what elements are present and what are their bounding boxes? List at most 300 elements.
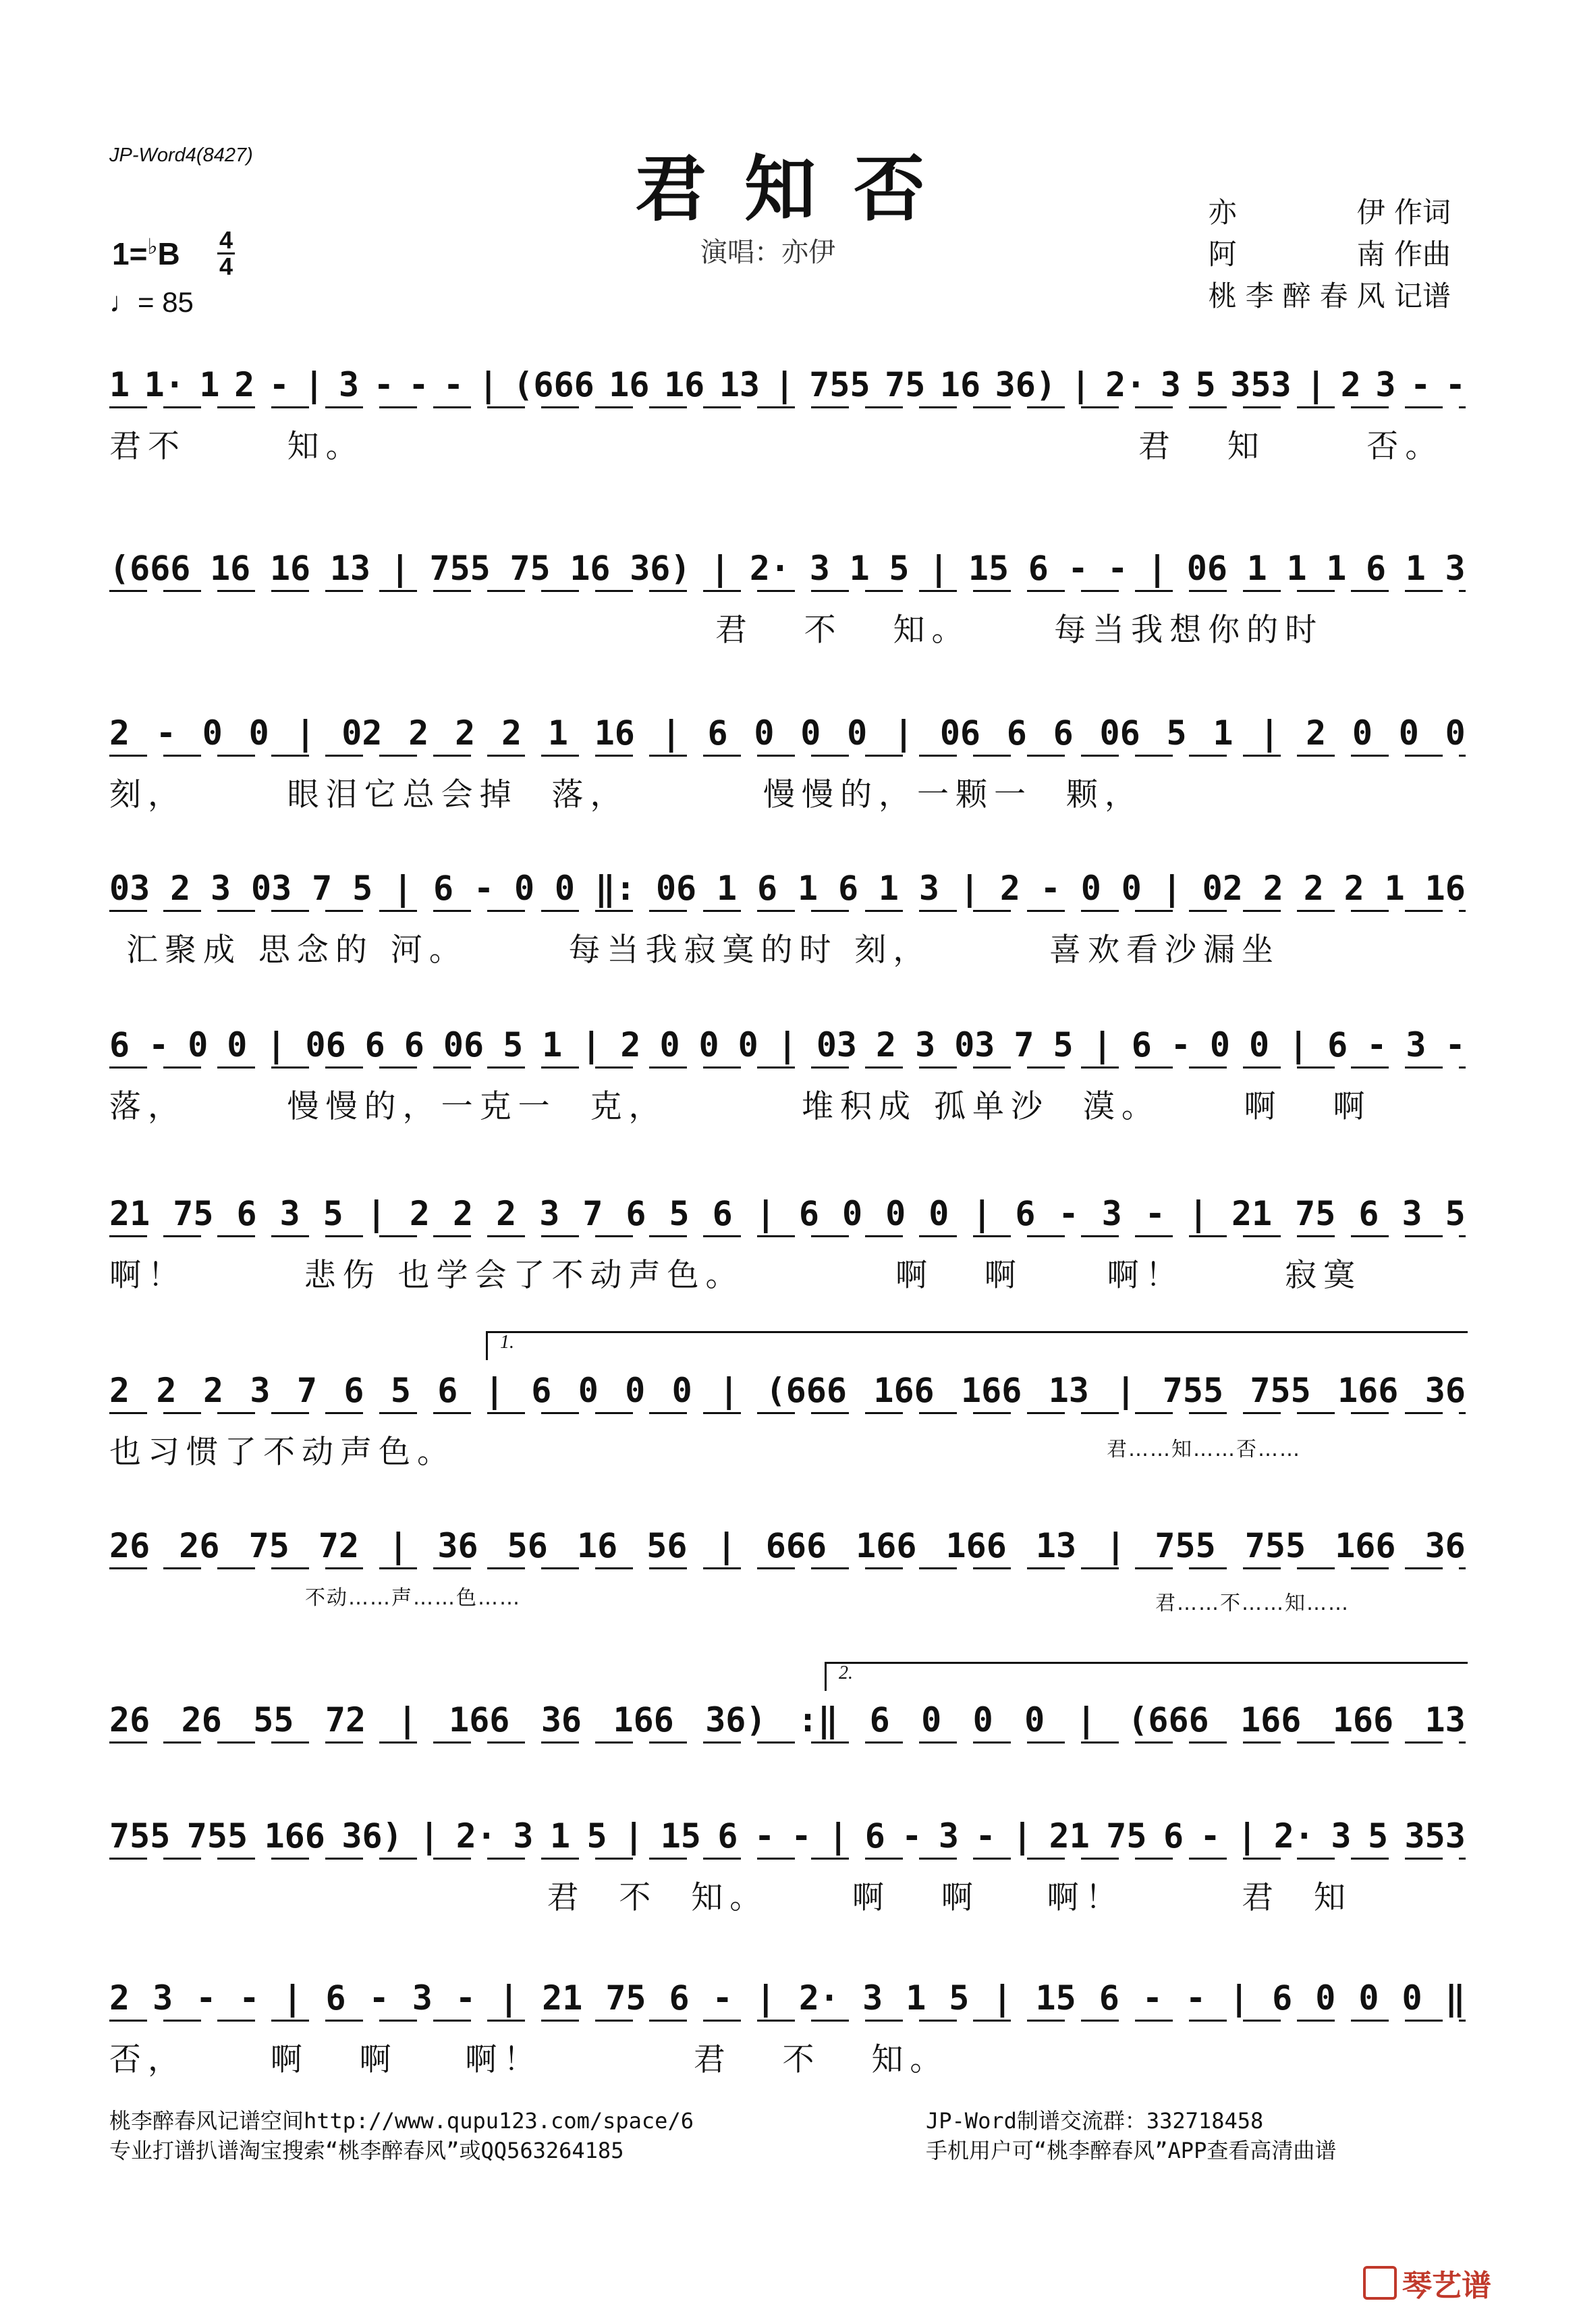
note-token: - [712, 1978, 733, 2018]
flat-symbol: ♭ [147, 234, 158, 259]
score-line [109, 1193, 1466, 1294]
lyric-row: 汇聚成 思念的 河。 每当我寂寞的时 刻， 喜欢看沙漏坐 [109, 931, 1280, 969]
notation-row [109, 548, 1466, 589]
note-token: 72 [325, 1700, 366, 1739]
note-token: 166 [1240, 1700, 1302, 1739]
note-token: 0 [659, 1025, 680, 1064]
note-token: - [791, 1816, 812, 1856]
note-token: 1· [144, 365, 185, 404]
note-token: | [389, 549, 410, 588]
note-token: 16 [576, 1526, 618, 1565]
note-token: 26 [109, 1700, 150, 1739]
note-token: 5 [503, 1025, 524, 1064]
note-token: | [1147, 549, 1168, 588]
score-line [109, 1816, 1466, 1916]
note-token: | [716, 1526, 737, 1565]
volta-bracket [486, 1331, 1468, 1360]
note-token: 7 [1014, 1025, 1034, 1064]
note-token: 15 [1035, 1978, 1076, 2018]
note-token: 2 [109, 713, 130, 753]
note-token: 75 [1106, 1816, 1147, 1856]
note-token: 6 [717, 1816, 738, 1856]
note-token: 5 [1166, 713, 1187, 753]
note-token: 0 [188, 1025, 209, 1064]
beam-underline [109, 910, 1466, 912]
note-token: - [368, 1978, 389, 2018]
note-token: 1 [878, 869, 899, 908]
software-version: JP-Word4(8427) [109, 144, 253, 166]
note-token: | [1288, 1025, 1309, 1064]
note-token: 2 [999, 869, 1020, 908]
note-token: - [1107, 549, 1128, 588]
interlude-lyric: 君……不……知…… [1155, 1592, 1350, 1615]
transcriber-name: 桃李醉春风 [1208, 279, 1385, 313]
note-token: 06 [1099, 713, 1140, 753]
note-token: :‖ [797, 1700, 839, 1739]
note-token: 1 [542, 1025, 563, 1064]
note-token: 3 [915, 1025, 936, 1064]
note-token: 5 [352, 869, 373, 908]
note-token: 0 [578, 1371, 599, 1410]
note-token: 6 [869, 1700, 890, 1739]
note-token: 5 [390, 1371, 411, 1410]
note-token: 5 [1445, 1194, 1466, 1233]
beam-underline [109, 1235, 1466, 1237]
key-signature [112, 234, 180, 272]
note-token: 166 [856, 1526, 917, 1565]
note-token: 5 [669, 1194, 690, 1233]
note-token: 166 [613, 1700, 674, 1739]
notation-row [109, 713, 1466, 753]
note-token: 21 [1049, 1816, 1090, 1856]
note-token: 21 [542, 1978, 583, 2018]
note-token: - [148, 1025, 169, 1064]
note-token: 1 [717, 869, 738, 908]
note-token: - [408, 365, 429, 404]
note-token: 0 [885, 1194, 906, 1233]
note-token: 5 [1195, 365, 1216, 404]
note-token: 16 [1424, 869, 1466, 908]
score-line [109, 1025, 1466, 1125]
note-token: 36 [1424, 1526, 1466, 1565]
composer-name: 阿南 [1208, 238, 1385, 271]
note-token: - [902, 1816, 922, 1856]
footer-app-note: 手机用户可“桃李醉春风”APP查看高清曲谱 [926, 2138, 1337, 2163]
note-token: 2 [1306, 713, 1327, 753]
lyric-row: 否， 啊 啊 啊！ 君 不 知。 [109, 2041, 949, 2078]
note-token: 36) [705, 1700, 767, 1739]
note-token: 3 [153, 1978, 173, 2018]
note-token: 0 [514, 869, 535, 908]
note-token: 2 [234, 365, 255, 404]
note-token: 2· [455, 1816, 497, 1856]
note-token: 13 [1048, 1371, 1089, 1410]
note-token: 15 [968, 549, 1009, 588]
note-token: 666 [765, 1526, 827, 1565]
note-token: 16 [594, 713, 635, 753]
note-token: 0 [972, 1700, 993, 1739]
note-token: 5 [889, 549, 910, 588]
note-token: 6 [364, 1025, 385, 1064]
note-token: 3 [539, 1194, 560, 1233]
score-line [109, 364, 1466, 465]
note-token: 166 [264, 1816, 325, 1856]
note-token: - [1366, 1025, 1387, 1064]
note-token: 06 [655, 869, 697, 908]
notation-row [109, 1193, 1466, 1234]
beam-underline [109, 1741, 1466, 1744]
volta-number: 1. [500, 1332, 514, 1353]
note-token: 06 [1186, 549, 1228, 588]
note-token: 0 [1209, 1025, 1230, 1064]
note-token: 6 [1053, 713, 1074, 753]
note-token: | [893, 713, 914, 753]
footer-taobao-note: 专业打谱扒谱淘宝搜索“桃李醉春风”或QQ563264185 [109, 2138, 624, 2163]
footer-group-note: JP-Word制谱交流群：332718458 [926, 2108, 1264, 2134]
logo-icon [1363, 2266, 1397, 2300]
note-token: 02 [341, 713, 383, 753]
note-token: 36 [437, 1526, 478, 1565]
note-token: 2 [408, 713, 429, 753]
note-token: 36 [1424, 1371, 1466, 1410]
note-token: 3 [1375, 365, 1396, 404]
key-prefix: 1= [112, 236, 148, 271]
notation-row [109, 1025, 1466, 1065]
note-token: | [755, 1194, 776, 1233]
note-token: 6 [707, 713, 728, 753]
note-token: 0 [554, 869, 576, 908]
note-token: - [1170, 1025, 1191, 1064]
notation-row [109, 364, 1466, 405]
note-token: | [959, 869, 980, 908]
note-token: 3 [339, 365, 360, 404]
note-token: 166 [873, 1371, 935, 1410]
note-token: 3 [1331, 1816, 1352, 1856]
note-token: 16 [570, 549, 611, 588]
watermark-logo [1363, 2261, 1491, 2304]
note-token: 7 [296, 1371, 317, 1410]
note-token: 3 [809, 549, 830, 588]
note-token: 36) [995, 365, 1056, 404]
note-token: 0 [754, 713, 775, 753]
beam-underline [109, 1567, 1466, 1569]
note-token: 0 [929, 1194, 949, 1233]
note-token: 3 [211, 869, 231, 908]
beam-underline [109, 2020, 1466, 2022]
note-token: 3 [1445, 549, 1466, 588]
note-token: | [1076, 1700, 1097, 1739]
note-token: - [196, 1978, 217, 2018]
note-token: 6 [1365, 549, 1387, 588]
note-token: | [282, 1978, 303, 2018]
note-token: 6 [236, 1194, 257, 1233]
beam-underline [109, 1066, 1466, 1069]
note-token: 6 [1163, 1816, 1184, 1856]
note-token: 36) [630, 549, 691, 588]
note-token: | [710, 549, 731, 588]
note-token: 7 [312, 869, 333, 908]
key-note: B [157, 236, 180, 271]
note-token: (666 [513, 365, 594, 404]
note-token: 1 [549, 1816, 571, 1856]
note-token: 1 [547, 713, 568, 753]
singer-credit: 演唱：亦伊 [700, 237, 835, 268]
volta-number: 2. [839, 1663, 853, 1683]
note-token: 5 [949, 1978, 970, 2018]
note-token: 2· [1273, 1816, 1314, 1856]
note-token: 2· [1105, 365, 1146, 404]
note-token: 26 [179, 1526, 220, 1565]
note-token: 6 [343, 1371, 364, 1410]
note-token: 166 [961, 1371, 1022, 1410]
note-token: | [478, 365, 499, 404]
note-token: | [661, 713, 682, 753]
lyricist-name: 亦伊 [1208, 196, 1385, 229]
note-token: - [155, 713, 176, 753]
note-token: 2 [455, 713, 476, 753]
note-token: 75 [248, 1526, 289, 1565]
note-token: 75 [509, 549, 551, 588]
note-token: 755 [1155, 1526, 1216, 1565]
note-token: 0 [1315, 1978, 1336, 2018]
note-token: - [1068, 549, 1088, 588]
note-token: 3 [412, 1978, 433, 2018]
song-title: 君知否 [635, 146, 963, 231]
note-token: | [972, 1194, 993, 1233]
note-token: 755 [186, 1816, 248, 1856]
note-token: 2 [156, 1371, 177, 1410]
note-token: 166 [945, 1526, 1007, 1565]
note-token: | [366, 1194, 387, 1233]
note-token: 755 [1244, 1526, 1306, 1565]
lyric-row: 也习惯了不动声色。 [109, 1434, 455, 1471]
note-token: 2 [1340, 365, 1361, 404]
lyric-row: 刻， 眼泪它总会掉 落， 慢慢的，一颗一 颗， [109, 776, 1143, 813]
note-token: | [992, 1978, 1013, 2018]
note-token: 0 [671, 1371, 692, 1410]
note-token: 2 [452, 1194, 474, 1233]
note-token: 5 [1053, 1025, 1074, 1064]
note-token: 3 [1101, 1194, 1122, 1233]
note-token: 2 [501, 713, 522, 753]
note-token: | [419, 1816, 440, 1856]
logo-text: 琴艺谱 [1402, 2269, 1491, 2303]
note-token: (666 [1128, 1700, 1209, 1739]
note-token: 5 [586, 1816, 607, 1856]
beam-underline [109, 406, 1466, 408]
note-token: 16 [939, 365, 981, 404]
time-signature [217, 226, 235, 280]
note-token: | [719, 1371, 740, 1410]
note-token: 1 [1405, 549, 1426, 588]
note-token: 13 [1035, 1526, 1077, 1565]
note-token: 16 [210, 549, 251, 588]
note-token: - [754, 1816, 775, 1856]
composer-credit [1209, 232, 1451, 273]
note-token: 353 [1230, 365, 1292, 404]
note-token: | [774, 365, 795, 404]
score-line [109, 868, 1466, 969]
note-token: 2 [620, 1025, 641, 1064]
note-token: | [1237, 1816, 1258, 1856]
note-token: 0 [847, 713, 868, 753]
note-token: 0 [1024, 1700, 1045, 1739]
note-token: 3 [918, 869, 939, 908]
note-token: | [1259, 713, 1280, 753]
note-token: | [828, 1816, 849, 1856]
note-token: 2 [876, 1025, 897, 1064]
note-token: 755 [429, 549, 491, 588]
note-token: 6 [404, 1025, 424, 1064]
note-token: 06 [305, 1025, 346, 1064]
lyricist-credit [1209, 190, 1451, 231]
note-token: 755 [809, 365, 870, 404]
note-token: 3 [1160, 365, 1182, 404]
note-token: 1 [797, 869, 819, 908]
note-token: | [393, 869, 414, 908]
note-token: 3 [279, 1194, 300, 1233]
note-token: | [397, 1700, 418, 1739]
note-token: 0 [800, 713, 821, 753]
note-token: | [1161, 869, 1182, 908]
note-token: 75 [173, 1194, 214, 1233]
note-token: 06 [939, 713, 981, 753]
note-token: 166 [1337, 1371, 1399, 1410]
note-token: 03 [954, 1025, 995, 1064]
note-token: 56 [646, 1526, 688, 1565]
note-token: | [777, 1025, 798, 1064]
lyric-row: 落， 慢慢的，一克一 克， 堆积成 孤单沙 漠。 啊 啊 [109, 1088, 1372, 1125]
note-token: 0 [1121, 869, 1142, 908]
note-token: 0 [698, 1025, 719, 1064]
note-token: - [1185, 1978, 1207, 2018]
note-token: 166 [1335, 1526, 1396, 1565]
note-token: 755 [1250, 1371, 1311, 1410]
note-token: - [1144, 1194, 1165, 1233]
note-token: 16 [609, 365, 650, 404]
note-token: 166 [1332, 1700, 1394, 1739]
composer-role: 作曲 [1393, 238, 1451, 271]
note-token: 0 [1398, 713, 1419, 753]
note-token: | [929, 549, 949, 588]
note-token: 3 [862, 1978, 883, 2018]
note-token: 75 [885, 365, 926, 404]
footer-space-link[interactable]: 桃李醉春风记谱空间http://www.qupu123.com/space/6 [109, 2108, 694, 2134]
note-token: 6 [1272, 1978, 1293, 2018]
note-token: 03 [816, 1025, 858, 1064]
note-token: | [755, 1978, 776, 2018]
note-token: 0 [1248, 1025, 1270, 1064]
note-token: - [1040, 869, 1061, 908]
note-token: 2 [1263, 869, 1283, 908]
note-token: | [1188, 1194, 1209, 1233]
notation-row [109, 1816, 1466, 1856]
note-token: | [1105, 1526, 1126, 1565]
note-token: 21 [109, 1194, 150, 1233]
note-token: | [1012, 1816, 1033, 1856]
lyric-row: 君不 知。 君 知 否。 [109, 428, 1444, 465]
note-token: 1 [1326, 549, 1347, 588]
note-token: 6 [1358, 1194, 1379, 1233]
note-token: | [1092, 1025, 1113, 1064]
note-token: 36 [541, 1700, 582, 1739]
note-token: 1 [1286, 549, 1307, 588]
note-token: 0 [227, 1025, 248, 1064]
note-token: 13 [1424, 1700, 1466, 1739]
note-token: 02 [1202, 869, 1243, 908]
note-token: | [1115, 1371, 1136, 1410]
note-token: 6 [1131, 1025, 1152, 1064]
note-token: 0 [1445, 713, 1466, 753]
note-token: ‖: [594, 869, 636, 908]
notation-row [109, 1978, 1466, 2018]
note-token: 13 [329, 549, 371, 588]
note-token: 5 [323, 1194, 343, 1233]
transcriber-credit [1209, 274, 1451, 315]
note-token: | [388, 1526, 409, 1565]
note-token: 2 [409, 1194, 430, 1233]
note-token: 6 [437, 1371, 458, 1410]
notation-row [109, 1525, 1466, 1566]
interlude-lyric: 君……知……否…… [1107, 1438, 1301, 1461]
note-token: 3 [250, 1371, 271, 1410]
note-token: 16 [269, 549, 311, 588]
note-token: 6 [712, 1194, 733, 1233]
note-token: - [975, 1816, 996, 1856]
note-token: - [373, 365, 394, 404]
note-token: 6 [1099, 1978, 1119, 2018]
note-token: 6 [837, 869, 859, 908]
note-token: 0 [625, 1371, 646, 1410]
note-token: 6 [325, 1978, 346, 2018]
transcriber-role: 记谱 [1393, 279, 1451, 313]
note-token: 2 [1343, 869, 1364, 908]
beam-underline [109, 590, 1466, 592]
beam-underline [109, 1412, 1466, 1414]
note-token: 6 [1015, 1194, 1036, 1233]
note-token: 6 [109, 1025, 130, 1064]
note-token: 0 [1402, 1978, 1422, 2018]
interlude-lyric: 不动……声……色…… [305, 1586, 521, 1610]
note-token: 1 [906, 1978, 926, 2018]
note-token: - [1142, 1978, 1163, 2018]
note-token: 6 [669, 1978, 690, 2018]
note-token: 2 [202, 1371, 224, 1410]
note-token: 7 [582, 1194, 603, 1233]
note-token: | [484, 1371, 505, 1410]
note-token: | [304, 365, 325, 404]
note-token: | [1306, 365, 1327, 404]
beam-underline [109, 1858, 1466, 1860]
note-token: | [1070, 365, 1091, 404]
time-denominator: 4 [219, 252, 233, 280]
note-token: 15 [660, 1816, 701, 1856]
note-token: 1 [849, 549, 870, 588]
note-token: 1 [1384, 869, 1405, 908]
note-token: (666 [109, 549, 191, 588]
note-token: - [239, 1978, 260, 2018]
note-token: 5 [1367, 1816, 1389, 1856]
volta-bracket [825, 1662, 1468, 1691]
lyric-row: 啊！ 悲伤 也学会了不动声色。 啊 啊 啊！ 寂寞 [109, 1257, 1362, 1294]
note-token: 2 [109, 1371, 130, 1410]
note-token: 56 [507, 1526, 548, 1565]
note-token: 2· [798, 1978, 840, 2018]
note-token: - [443, 365, 464, 404]
note-token: - [1058, 1194, 1079, 1233]
note-token: 3 [1402, 1194, 1422, 1233]
note-token: 0 [1352, 713, 1373, 753]
